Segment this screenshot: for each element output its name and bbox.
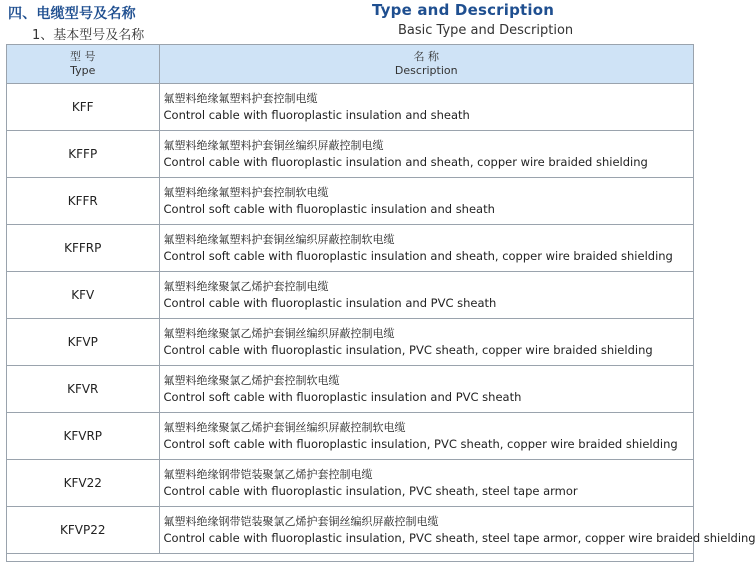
table-header-row bbox=[7, 45, 693, 84]
type-cell: KFVR bbox=[7, 366, 159, 413]
description-cn: 氟塑料绝缘氟塑料护套控制软电缆 bbox=[163, 185, 329, 199]
table-row bbox=[7, 84, 693, 131]
type-cell: KFFR bbox=[7, 178, 159, 225]
section-subtitle-en: Basic Type and Description bbox=[398, 23, 574, 38]
description-en: Control cable with fluoroplastic insulation, PVC sheath, steel tape armor bbox=[163, 483, 578, 498]
description-cell bbox=[159, 84, 693, 131]
description-en: Control soft cable with fluoroplastic insulation and PVC sheath bbox=[163, 389, 522, 404]
cable-types-table bbox=[7, 45, 756, 554]
type-cell: KFVRP bbox=[7, 413, 159, 460]
column-header-type-en: Type bbox=[70, 64, 96, 77]
section-title-cn: 四、电缆型号及名称 bbox=[8, 6, 136, 22]
description-cn: 氟塑料绝缘聚氯乙烯护套铜丝编织屏蔽控制软电缆 bbox=[163, 420, 406, 434]
column-header-description-cn: 名 称 bbox=[413, 50, 439, 63]
column-header-description-en: Description bbox=[394, 64, 458, 77]
description-cn: 氟塑料绝缘钢带铠装聚氯乙烯护套铜丝编织屏蔽控制电缆 bbox=[163, 514, 439, 528]
description-cn: 氟塑料绝缘氟塑料护套控制电缆 bbox=[163, 91, 318, 105]
description-cell bbox=[159, 319, 693, 366]
type-cell: KFVP22 bbox=[7, 507, 159, 554]
column-header-description bbox=[159, 45, 693, 84]
description-en: Control cable with fluoroplastic insulation, PVC sheath, steel tape armor, copper wire braided shielding bbox=[163, 530, 756, 545]
description-en: Control soft cable with fluoroplastic insulation and sheath bbox=[163, 201, 495, 216]
description-cell bbox=[159, 272, 693, 319]
description-cell bbox=[159, 460, 693, 507]
column-header-type-cn: 型 号 bbox=[70, 50, 96, 63]
page-header bbox=[0, 0, 700, 48]
description-cn: 氟塑料绝缘氟塑料护套铜丝编织屏蔽控制软电缆 bbox=[163, 232, 395, 246]
description-cell bbox=[159, 366, 693, 413]
description-cn: 氟塑料绝缘聚氯乙烯护套控制软电缆 bbox=[163, 373, 340, 387]
type-cell: KFFRP bbox=[7, 225, 159, 272]
type-cell: KFV22 bbox=[7, 460, 159, 507]
table-row bbox=[7, 225, 693, 272]
section-subtitle-cn: 1、基本型号及名称 bbox=[32, 28, 145, 43]
description-cell bbox=[159, 413, 693, 460]
column-header-type bbox=[7, 45, 159, 84]
table-row bbox=[7, 131, 693, 178]
description-cn: 氟塑料绝缘氟塑料护套铜丝编织屏蔽控制电缆 bbox=[163, 138, 384, 152]
type-cell: KFV bbox=[7, 272, 159, 319]
description-en: Control cable with fluoroplastic insulation and sheath bbox=[163, 107, 470, 122]
type-cell: KFVP bbox=[7, 319, 159, 366]
table-row bbox=[7, 507, 693, 554]
description-cell bbox=[159, 225, 693, 272]
table-row bbox=[7, 460, 693, 507]
table-row bbox=[7, 366, 693, 413]
description-cell bbox=[159, 131, 693, 178]
description-en: Control cable with fluoroplastic insulation and sheath, copper wire braided shielding bbox=[163, 154, 648, 169]
table-row bbox=[7, 319, 693, 366]
description-en: Control cable with fluoroplastic insulation and PVC sheath bbox=[163, 295, 497, 310]
description-cell bbox=[159, 507, 756, 554]
description-cell bbox=[159, 178, 693, 225]
description-en: Control soft cable with fluoroplastic insulation, PVC sheath, copper wire braided shielding bbox=[163, 436, 678, 451]
type-description-table bbox=[6, 44, 756, 562]
type-cell: KFFP bbox=[7, 131, 159, 178]
description-en: Control cable with fluoroplastic insulation, PVC sheath, copper wire braided shielding bbox=[163, 342, 653, 357]
table-row bbox=[7, 178, 693, 225]
description-cn: 氟塑料绝缘聚氯乙烯护套控制电缆 bbox=[163, 279, 329, 293]
section-title-en: Type and Description bbox=[372, 1, 555, 19]
description-cn: 氟塑料绝缘钢带铠装聚氯乙烯护套控制电缆 bbox=[163, 467, 373, 481]
type-cell: KFF bbox=[7, 84, 159, 131]
description-en: Control soft cable with fluoroplastic insulation and sheath, copper wire braided shielding bbox=[163, 248, 673, 263]
table-row bbox=[7, 272, 693, 319]
table-row bbox=[7, 413, 693, 460]
description-cn: 氟塑料绝缘聚氯乙烯护套铜丝编织屏蔽控制电缆 bbox=[163, 326, 395, 340]
